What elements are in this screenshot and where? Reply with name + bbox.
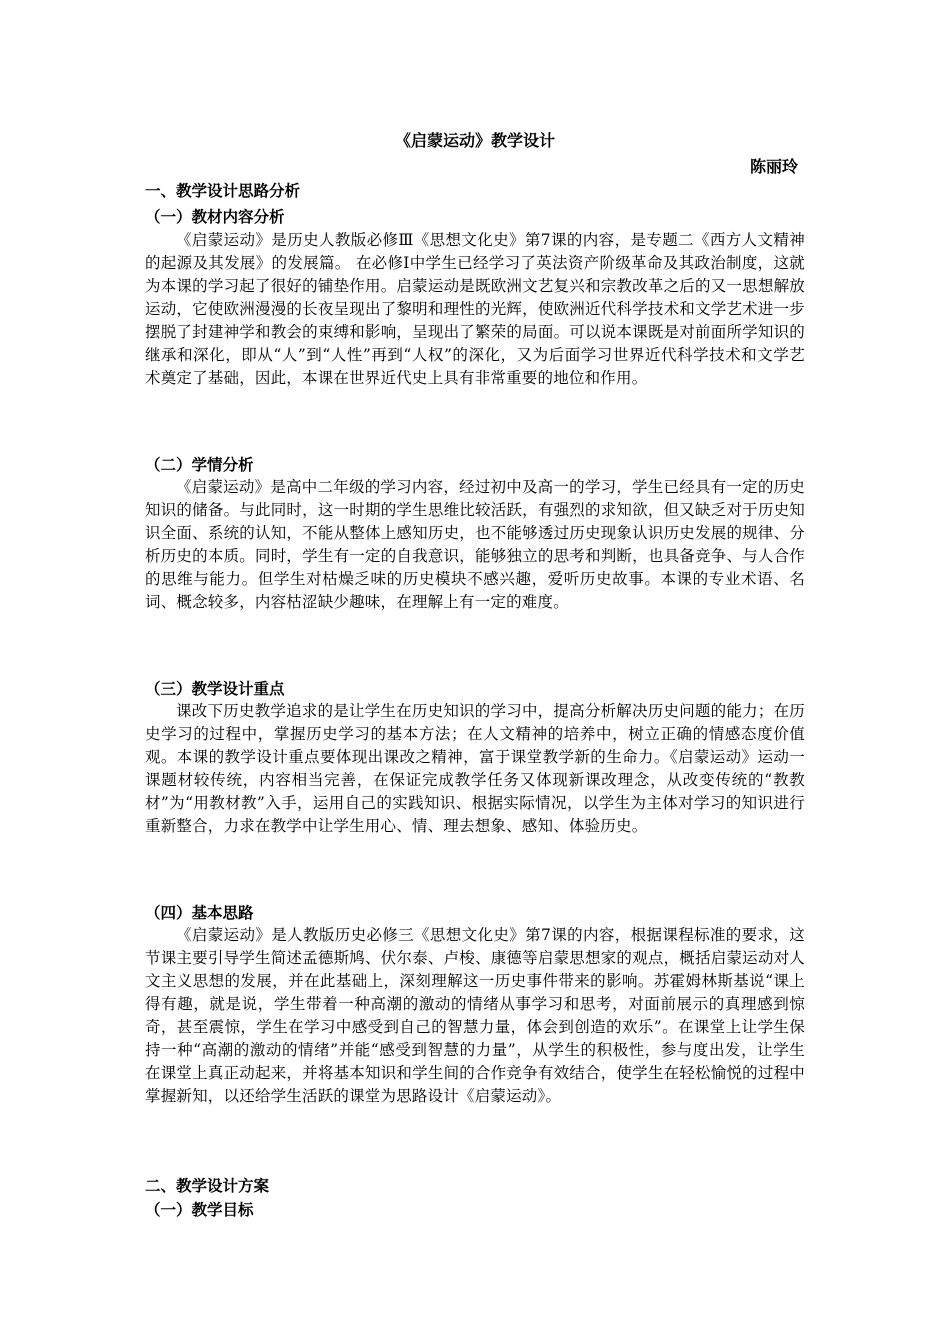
document-author: 陈丽玲: [749, 157, 798, 176]
document-title: 《启蒙运动》教学设计: [394, 131, 555, 150]
paragraph: 《启蒙运动》是历史人教版必修Ⅲ《思想文化史》第7课的内容，是专题二《西方人文精神的起源及其发展》的发展篇。 在必修Ⅰ中学生已经学习了英法资产阶级革命及其政治制度，这就为本课的学习起了很好的铺垫作用。启蒙运动是既欧洲文艺复兴和宗教改革之后的又一思想解放运动，它使欧洲漫漫的长夜呈现出了黎明和理性的光辉，使欧洲近代科学技术和文学艺术进一步摆脱了封建神学和教会的束缚和影响，呈现出了繁荣的局面。可以说本课既是对前面所学知识的继承和深化，即从“人”到“人性”再到“人权”的深化，又为后面学习世界近代科学技术和文学艺术奠定了基础，因此，本课在世界近代史上具有非常重要的地位和作用。: [145, 231, 805, 387]
subsection-heading: （三）教学设计重点: [145, 680, 285, 698]
subsection-heading: （四）基本思路: [145, 904, 254, 922]
paragraph: 《启蒙运动》是高中二年级的学习内容，经过初中及高一的学习，学生已经具有一定的历史知识的储备。与此同时，这一时期的学生思维比较活跃，有强烈的求知欲，但又缺乏对于历史知识全面、系统的认知，不能从整体上感知历史，也不能够透过历史现象认识历史发展的规律、分析历史的本质。同时，学生有一定的自我意识，能够独立的思考和判断，也具备竞争、与人合作的思维与能力。但学生对枯燥乏味的历史模块不感兴趣，爱听历史故事。本课的专业术语、名词、概念较多，内容枯涩缺少趣味，在理解上有一定的难度。: [145, 478, 805, 611]
section-heading: 二、教学设计方案: [145, 1177, 270, 1195]
paragraph: 《启蒙运动》是人教版历史必修三《思想文化史》第7课的内容，根据课程标准的要求，这节课主要引导学生简述孟德斯鸠、伏尔泰、卢梭、康德等启蒙思想家的观点，概括启蒙运动对人文主义思想的发展，并在此基础上，深刻理解这一历史事件带来的影响。苏霍姆林斯基说“课上得有趣，就是说，学生带着一种高潮的激动的情绪从事学习和思考，对面前展示的真理感到惊奇，甚至震惊，学生在学习中感受到自己的智慧力量，体会到创造的欢乐”。在课堂上让学生保持一种“高潮的激动的情绪”并能“感受到智慧的力量”，从学生的积极性，参与度出发，让学生在课堂上真正动起来，并将基本知识和学生间的合作竞争有效结合，使学生在轻松愉悦的过程中掌握新知，以还给学生活跃的课堂为思路设计《启蒙运动》。: [145, 926, 805, 1105]
subsection-heading: （一）教学目标: [145, 1201, 254, 1219]
section-heading: 一、教学设计思路分析: [145, 182, 301, 200]
subsection-heading: （二）学情分析: [145, 456, 254, 474]
subsection-heading: （一）教材内容分析: [145, 208, 285, 226]
paragraph: 课改下历史教学追求的是让学生在历史知识的学习中，提高分析解决历史问题的能力；在历史学习的过程中，掌握历史学习的基本方法；在人文精神的培养中，树立正确的情感态度价值观。本课的教学设计重点要体现出课改之精神，富于课堂教学新的生命力。《启蒙运动》运动一课题材较传统，内容相当完善，在保证完成教学任务又体现新课改理念，从改变传统的“教教材”为“用教材教”入手，运用自己的实践知识、根据实际情况，以学生为主体对学习的知识进行重新整合，力求在教学中让学生用心、情、理去想象、感知、体验历史。: [145, 702, 805, 835]
